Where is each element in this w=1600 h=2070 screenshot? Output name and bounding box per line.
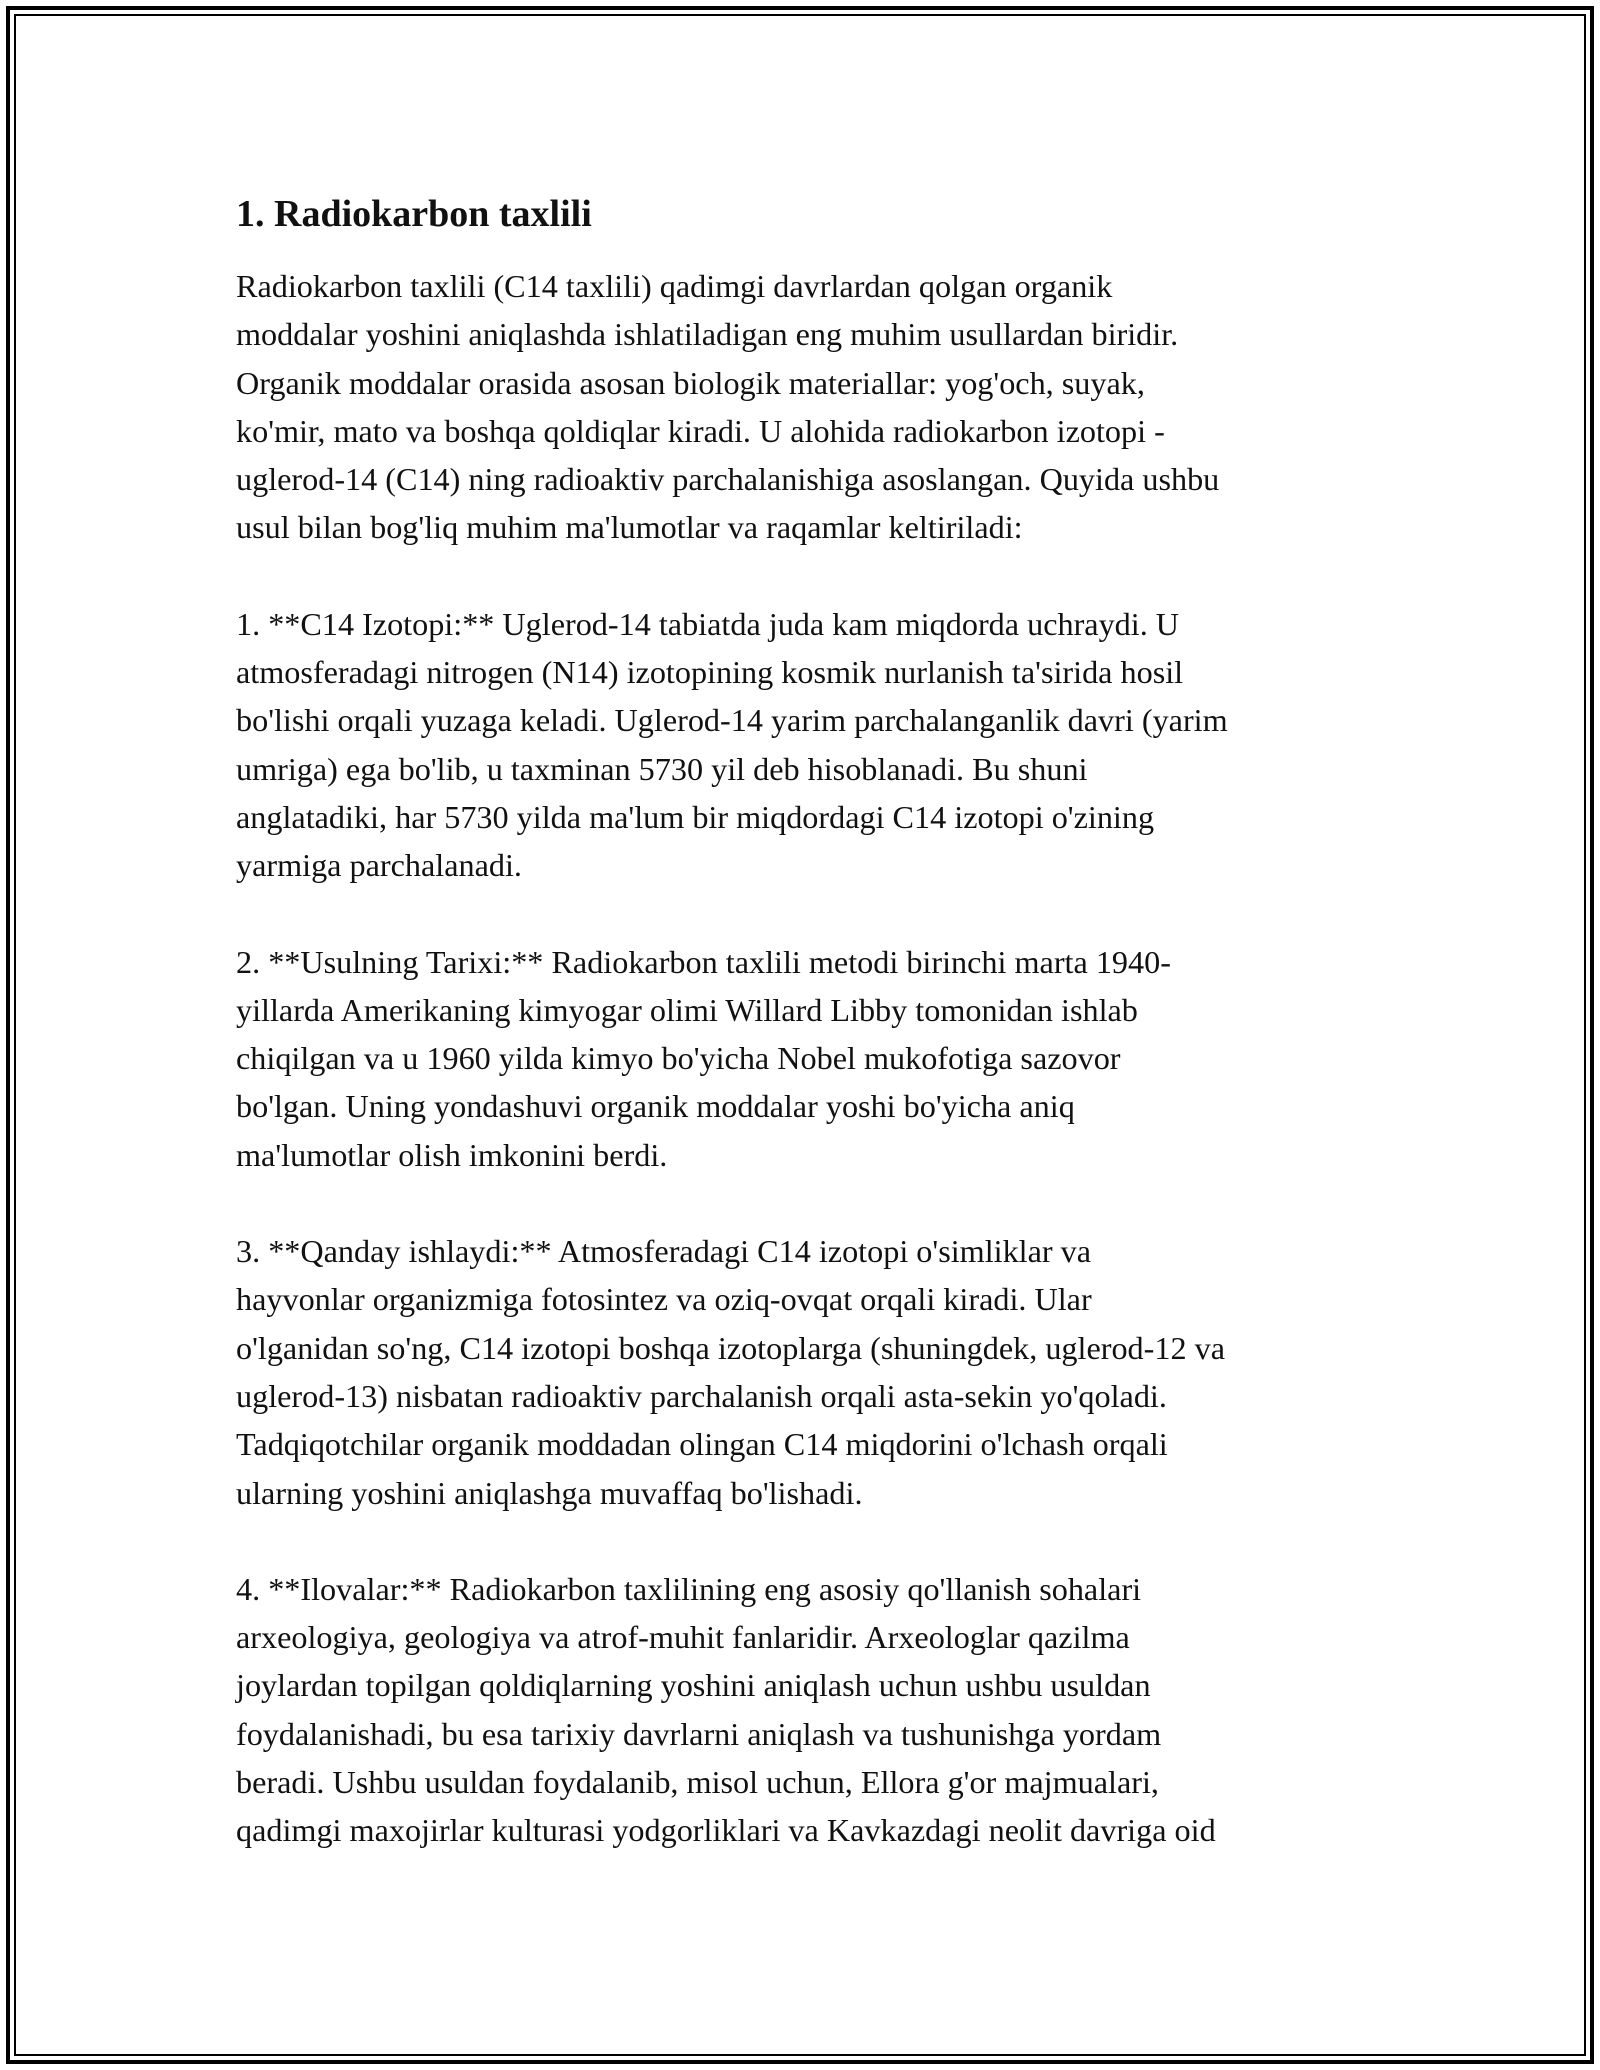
list-item-applications: 4. **Ilovalar:** Radiokarbon taxlilining eng asosiy qo'llanish sohalari arxeologiya, geologiya va atrof-muhit fanlaridir. Arxeologlar qazilma joylardan topilgan qoldiqlarning yoshini aniqlash uchun ushbu usuldan foydalanishadi, bu esa tarixiy davrlarni aniqlash va tushunishga yordam beradi. Ushbu usuldan foydalanib, misol uchun, Ellora g'or majmualari, qadimgi maxojirlar kulturasi yodgorliklari va Kavkazdagi neolit davriga oid [236,1570,1216,1849]
intro-paragraph: Radiokarbon taxlili (C14 taxlili) qadimgi davrlardan qolgan organik moddalar yoshini aniqlashda ishlatiladigan eng muhim usullardan biridir. Organik moddalar orasida asosan biologik materiallar: yog'och, suyak, ko'mir, mato va boshqa qoldiqlar kiradi. U alohida radiokarbon izotopi - uglerod-14 (C14) ning radioaktiv parchalanishiga asoslangan. Quyida ushbu usul bilan bog'liq muhim ma'lumotlar va raqamlar keltiriladi: [236,268,1220,546]
list-item-c14-isotope: 1. **C14 Izotopi:** Uglerod-14 tabiatda juda kam miqdorda uchraydi. U atmosferadagi nitrogen (N14) izotopining kosmik nurlanish ta'sirida hosil bo'lishi orqali yuzaga keladi. Uglerod-14 yarim parchalanganlik davri (yarim umriga) ega bo'lib, u taxminan 5730 yil deb hisoblanadi. Bu shuni anglatadiki, har 5730 yilda ma'lum bir miqdordagi C14 izotopi o'zining yarmiga parchalanadi. [236,605,1228,884]
list-item-how-it-works: 3. **Qanday ishlaydi:** Atmosferadagi C14 izotopi o'simliklar va hayvonlar organizmiga fotosintez va oziq-ovqat orqali kiradi. Ular o'lganidan so'ng, C14 izotopi boshqa izotoplarga (shuningdek, uglerod-12 va uglerod-13) nisbatan radioaktiv parchalanish orqali asta-sekin yo'qoladi. Tadqiqotchilar organik moddadan olingan C14 miqdorini o'lchash orqali ularning yoshini aniqlashga muvaffaq bo'lishadi. [236,1233,1225,1511]
document-body [236,186,1376,1855]
list-item-method-history: 2. **Usulning Tarixi:** Radiokarbon taxlili metodi birinchi marta 1940- yillarda Amerikaning kimyogar olimi Willard Libby tomonidan ishlab chiqilgan va u 1960 yilda kimyo bo'yicha Nobel mukofotiga sazovor bo'lgan. Uning yondashuvi organik moddalar yoshi bo'yicha aniq ma'lumotlar olish imkonini berdi. [236,943,1171,1173]
section-heading: 1. Radiokarbon taxlili [236,193,592,235]
